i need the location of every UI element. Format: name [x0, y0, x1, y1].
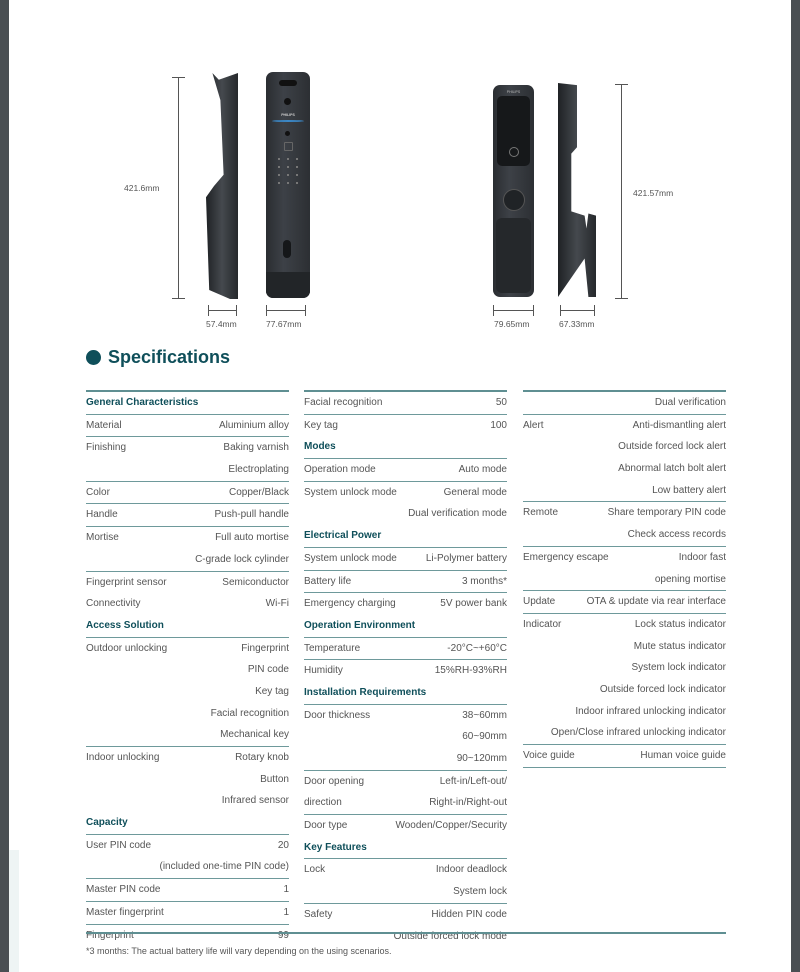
side-width-dimension — [208, 310, 237, 311]
spec-row-material: Material Aluminium alloy — [86, 419, 289, 431]
side-width-label: 57.4mm — [206, 319, 237, 329]
spec-row-emergency-charging: Emergency charging 5V power bank — [304, 598, 507, 610]
lock-back-view — [493, 85, 534, 297]
spec-row-voice-guide: Voice guide Human voice guide — [523, 750, 726, 761]
status-light — [272, 120, 304, 122]
side-width-label: 67.33mm — [559, 319, 595, 329]
lock-base — [266, 272, 310, 298]
specifications-heading — [86, 347, 230, 368]
front-width-dimension — [266, 310, 306, 311]
spec-row-door-type: Door type Wooden/Copper/Security — [304, 820, 507, 832]
section-electrical-power: Electrical Power — [304, 530, 382, 542]
spec-row-connectivity: Connectivity Wi-Fi — [86, 598, 289, 610]
bullet-dot-icon — [86, 350, 101, 365]
spec-row-lock: Lock Indoor deadlock — [304, 864, 507, 876]
spec-row-handle: Handle Push-pull handle — [86, 509, 289, 521]
spec-row-door-thickness: Door thickness 38~60mm — [304, 709, 507, 721]
spec-row-operation-mode: Operation mode Auto mode — [304, 464, 507, 476]
keyhole-icon — [283, 240, 291, 258]
battery-cover — [496, 218, 531, 293]
spec-row-power-source: System unlock mode Li-Polymer battery — [304, 552, 507, 564]
spec-row-color: Color Copper/Black — [86, 486, 289, 498]
spec-column-2: Facial recognition 50 Key tag 100 Modes Operation mode Auto mode System unlock mode General mode Dual verification mode Electrical Power System unlock mode Li-Polymer battery Battery life 3 months* Emergency charging 5V power bank Operation Environment Temperature -20°C~+60°C Humidity 15%RH-93%RH Installation Requirements Door thickness 38~60mm 60~90mm 90~120mm Door opening Left-in/Left-out/ direction Right-in/Right-out Door type Wooden/Copper/Security Key Features Lock Indoor deadlock System lock Safety Hidden PIN code Outside forced lock mode — [304, 390, 507, 947]
spec-row-fingerprint: Fingerprint 99 — [86, 929, 289, 941]
spec-row-finishing: Finishing Baking varnish — [86, 442, 289, 454]
spec-row-indicator: Indicator Lock status indicator — [523, 618, 726, 630]
lock-front-view — [266, 72, 310, 298]
camera-icon — [279, 80, 297, 86]
spec-row-remote: Remote Share temporary PIN code — [523, 507, 726, 519]
back-width-dimension — [493, 310, 534, 311]
spec-row-system-unlock-mode: System unlock mode General mode — [304, 486, 507, 498]
specifications-title: Specifications — [108, 347, 231, 367]
spec-row-key-tag: Key tag 100 — [304, 419, 507, 431]
brand-logo: PHILIPS — [506, 90, 521, 94]
spec-row-temperature: Temperature -20°C~+60°C — [304, 642, 507, 654]
spec-row-safety: Safety Hidden PIN code — [304, 908, 507, 920]
table-bottom-rule — [86, 932, 726, 934]
section-capacity: Capacity — [86, 817, 128, 829]
spec-row-battery-life: Battery life 3 months* — [304, 575, 507, 587]
section-installation-requirements: Installation Requirements — [304, 686, 427, 698]
spec-row-outdoor-unlocking: Outdoor unlocking Fingerprint — [86, 642, 289, 654]
spec-row-door-opening: Door opening Left-in/Left-out/ — [304, 775, 507, 787]
side-width-dimension — [560, 310, 595, 311]
rotary-knob-icon — [503, 189, 525, 211]
spec-column-3: Dual verification Alert Anti-dismantling alert Outside forced lock alert Abnormal latch bolt alert Low battery alert Remote Share temporary PIN code Check access records Emergency escape Indoor fast opening mortise Update OTA & update via rear interface Indicator Lock status indicator Mute status indicator System lock indicator Outside forced lock indicator Indoor infrared unlocking indicator Open/Close infrared unlocking indicator Voice guide Human voice guide — [523, 390, 726, 768]
spec-row-master-pin: Master PIN code 1 — [86, 884, 289, 896]
battery-footnote: *3 months: The actual battery life will vary depending on the using scenarios. — [86, 946, 392, 956]
height-dimension-line — [621, 84, 622, 299]
keypad — [276, 156, 300, 186]
spec-row-safety-cont: Dual verification — [654, 397, 726, 408]
spec-row-fingerprint-sensor: Fingerprint sensor Semiconductor — [86, 576, 289, 588]
back-width-label: 79.65mm — [494, 319, 530, 329]
section-general-characteristics: General Characteristics — [86, 397, 199, 408]
spec-row-facial-recognition: Facial recognition 50 — [304, 397, 507, 408]
height-label: 421.6mm — [124, 183, 160, 193]
spec-row-humidity: Humidity 15%RH-93%RH — [304, 665, 507, 677]
brand-logo: PHILIPS — [281, 113, 295, 117]
page-edge-tint — [9, 850, 19, 972]
spec-row-alert: Alert Anti-dismantling alert — [523, 419, 726, 431]
sensor-icon — [284, 98, 291, 105]
spec-row-mortise: Mortise Full auto mortise — [86, 532, 289, 544]
face-sensor-icon — [285, 131, 290, 136]
fingerprint-icon — [284, 142, 293, 151]
spec-column-1: General Characteristics Material Aluminium alloy Finishing Baking varnish Electroplating Color Copper/Black Handle Push-pull handle Mortise Full auto mortise C-grade lock cylinder Fingerprint sensor Semiconductor Connectivity Wi-Fi Access Solution Outdoor unlocking Fingerprint PIN code Key tag Facial recognition Mechanical key Indoor unlocking Rotary knob Button Infrared sensor Capacity User PIN code 20 (included one-time PIN code) Master PIN code 1 Master fingerprint 1 Fingerprint 99 — [86, 390, 289, 946]
section-operation-environment: Operation Environment — [304, 619, 416, 631]
section-key-features: Key Features — [304, 841, 367, 853]
spec-row-update: Update OTA & update via rear interface — [523, 596, 726, 608]
spec-row-emergency-escape: Emergency escape Indoor fast — [523, 551, 726, 563]
height-label: 421.57mm — [633, 188, 674, 198]
spec-row-user-pin: User PIN code 20 — [86, 839, 289, 851]
height-dimension-line — [178, 77, 179, 299]
front-width-label: 77.67mm — [266, 319, 302, 329]
section-access-solution: Access Solution — [86, 619, 164, 631]
fingerprint-icon — [509, 147, 519, 157]
spec-row-master-fingerprint: Master fingerprint 1 — [86, 906, 289, 918]
spec-row-indoor-unlocking: Indoor unlocking Rotary knob — [86, 752, 289, 763]
section-modes: Modes — [304, 441, 336, 453]
